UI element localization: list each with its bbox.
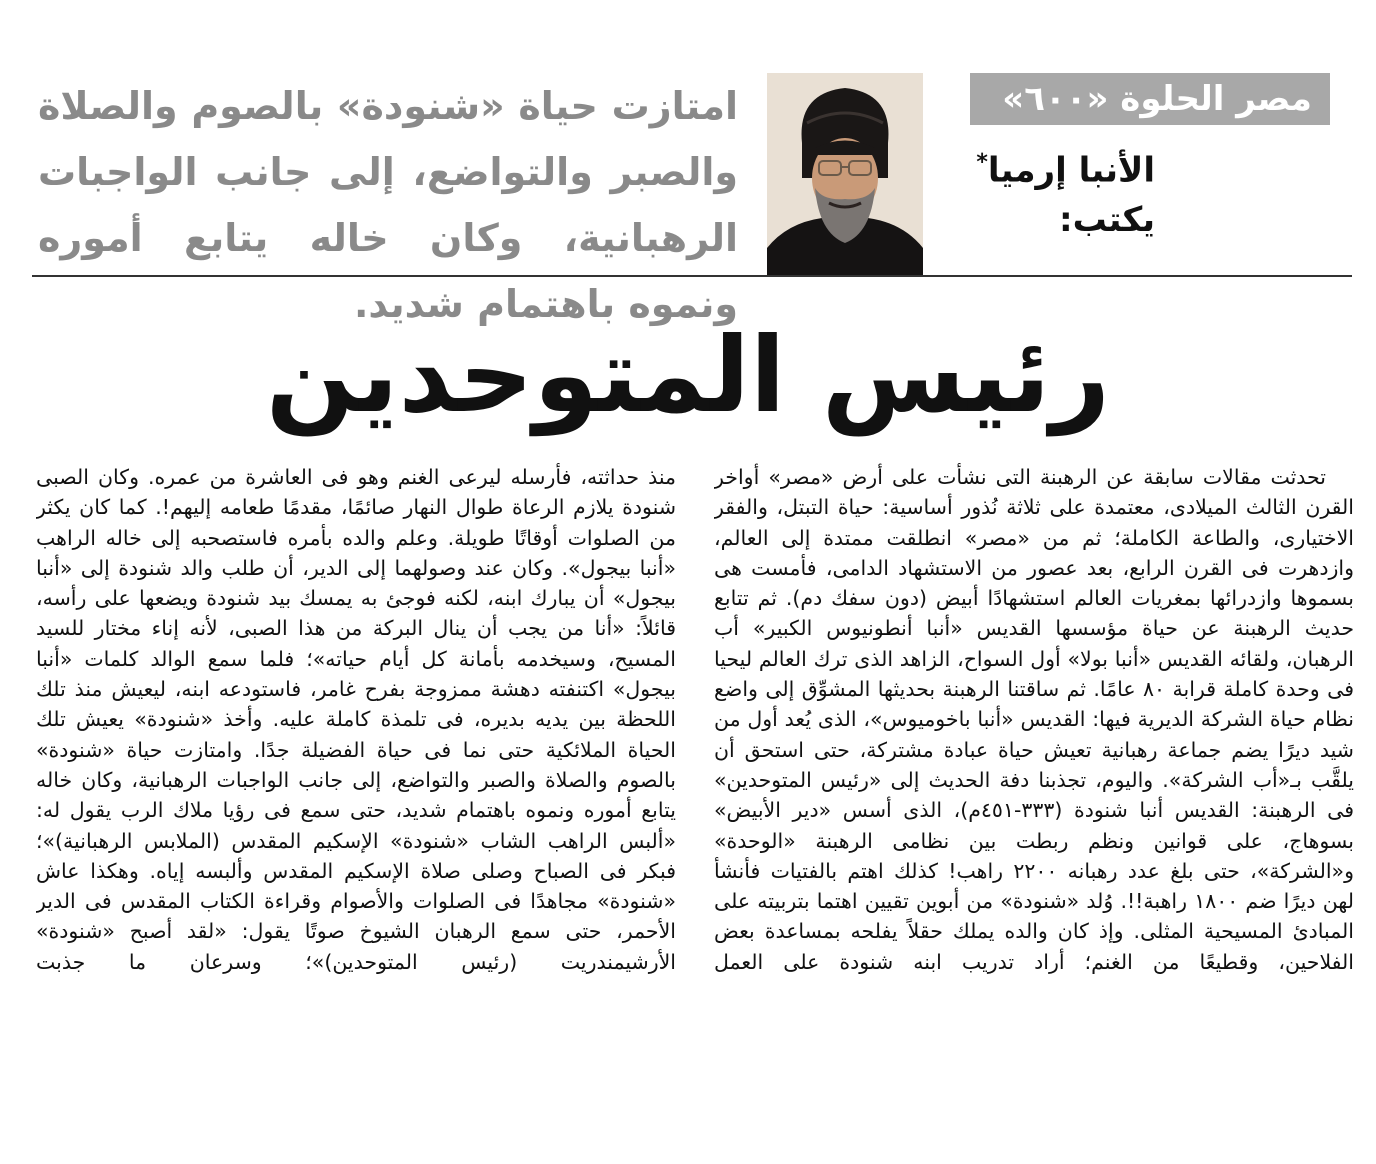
article-column-left: [36, 462, 676, 1154]
header-divider: [32, 275, 1352, 277]
author-byline: [940, 138, 1155, 245]
author-photo: [767, 73, 923, 276]
article-header: [0, 0, 1376, 326]
column-right-text: تحدثت مقالات سابقة عن الرهبنة التى نشأت على أرض «مصر» أواخر القرن الثالث الميلادى، معتمدة على ثلاثة نُذور أساسية: حياة التبتل، والفقر الاختيارى، والطاعة الكاملة؛ ثم من «مصر» انطلقت ممتدة إلى العالم، وازدهرت فى القرن الرابع، بعد عصور من الاستشهاد الدامى، فأمست هى بسموها وازدرائها بمغريات العالم استشهادًا أبيض (دون سفك دم). ثم تتابع حديث الرهبنة عن حياة مؤسسها القديس «أنبا أنطونيوس الكبير» أب الرهبان، ولقائه القديس «أنبا بولا» أول السواح، الزاهد الذى ترك العالم ليحيا فى وحدة كاملة قرابة ٨٠ عامًا. ثم ساقتنا الرهبنة بحديثها المشوِّق إلى واضع نظام حياة الشركة الديرية فيها: القديس «أنبا باخوميوس»، الذى يُعد أول من شيد ديرًا يضم جماعة رهبانية تعيش حياة عبادة مشتركة، حتى استحق أن يلقَّب بـ«أب الشركة». واليوم، تجذبنا دفة الحديث إلى «رئيس المتوحدين» فى الرهبنة: القديس أنبا شنودة (٣٣٣-٤٥١م)، الذى أسس «دير الأبيض» بسوهاج، على قوانين ونظم ربطت بين نظامى الرهبنة «الوحدة» و«الشركة»، حتى بلغ عدد رهبانه ٢٢٠٠ راهب! كذلك اهتم بالفتيات فأنشأ لهن ديرًا ضم ١٨٠٠ راهبة!!. وُلد «شنودة» من أبوين تقيين اهتما بتربيته على المبادئ المسيحية المثلى. وإذ كان والده يملك حقلاً يفلحه بمساعدة بعض الفلاحين، وقطيعًا من الغنم؛ أراد تدريب ابنه شنودة على العمل: [714, 465, 1354, 974]
author-footnote-marker: *: [976, 150, 988, 175]
pull-quote: امتازت حياة «شنودة» بالصوم والصلاة والصبر والتواضع، إلى جانب الواجبات الرهبانية، وكان خاله يتابع أموره ونموه باهتمام شديد.: [38, 84, 738, 326]
column-left-text: منذ حداثته، فأرسله ليرعى الغنم وهو فى العاشرة من عمره. وكان الصبى شنودة يلازم الرعاة طوال النهار صائمًا، مقدمًا طعامه إليهم!. كما كان يكثر من الصلوات أوقاتًا طويلة. وعلم والده بأمره فاستصحبه إلى خاله الراهب «أنبا بيجول». وكان عند وصولهما إلى الدير، أن طلب والد شنودة إلى «أنبا بيجول» أن يبارك ابنه، لكنه فوجئ به يمسك بيد شنودة ويضعها على رأسه، قائلاً: «أنا من يجب أن ينال البركة من هذا الصبى، لأنه إناء مختار للسيد المسيح، وسيخدمه بأمانة كل أيام حياته»؛ فلما سمع الوالد كلمات «أنبا بيجول» اكتنفته دهشة ممزوجة بفرح غامر، فاستودعه ابنه، ليعيش منذ تلك اللحظة بين يديه بديره، فى تلمذة كاملة عليه. وأخذ «شنودة» يعيش تلك الحياة الملائكية حتى نما فى حياة الفضيلة جدًا. وامتازت حياة «شنودة» بالصوم والصلاة والصبر والتواضع، إلى جانب الواجبات الرهبانية، وكان خاله يتابع أموره ونموه باهتمام شديد، حتى سمع فى رؤيا ملاك الرب يقول له: «ألبس الراهب الشاب «شنودة» الإسكيم المقدس (الملابس الرهبانية)»؛ فبكر فى الصباح وصلى صلاة الإسكيم المقدس وألبسه إياه. وهكذا عاش «شنودة» مجاهدًا فى الصلوات والأصوام وقراءة الكتاب المقدس فى الدير الأحمر، حتى سمع الرهبان الشيوخ صوتًا يقول: «لقد أصبح «شنودة» الأرشيمندريت (رئيس المتوحدين)»؛ وسرعان ما جذبت: [36, 465, 676, 974]
section-label: مصر الحلوة «٦٠٠»: [970, 73, 1330, 125]
author-name: الأنبا إرميا: [987, 150, 1155, 191]
article-column-right: [714, 462, 1354, 1154]
author-verb: يكتب:: [1058, 200, 1155, 241]
author-name-line: [940, 138, 1155, 195]
article-headline: رئيس المتوحدين: [265, 314, 1111, 436]
